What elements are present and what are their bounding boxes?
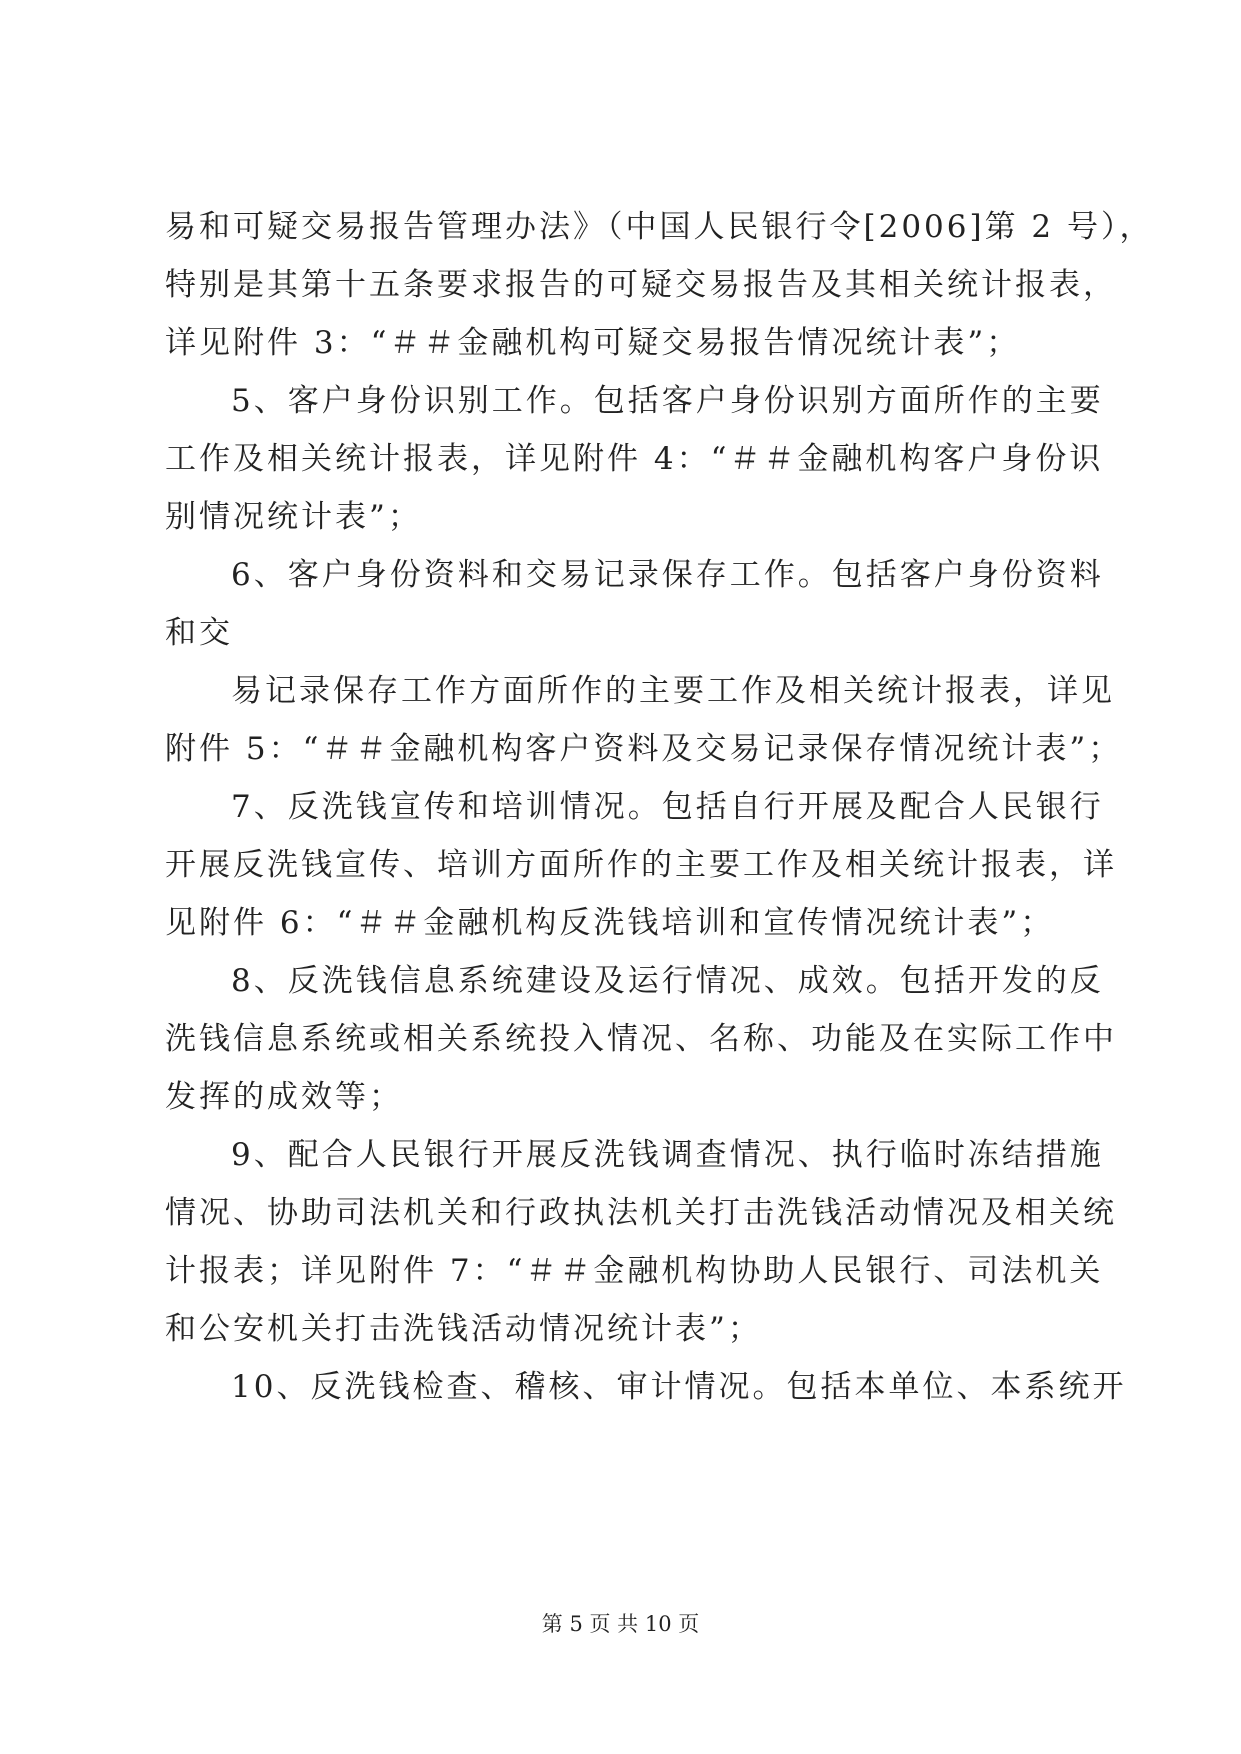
body-text-line: 和交 — [165, 615, 233, 651]
body-text-line: 详见附件 3：“＃＃金融机构可疑交易报告情况统计表”； — [165, 325, 1021, 361]
body-text-line: 情况、协助司法机关和行政执法机关打击洗钱活动情况及相关统 — [165, 1195, 1117, 1231]
body-text-line: 7、反洗钱宣传和培训情况。包括自行开展及配合人民银行 — [231, 789, 1104, 825]
body-text-line: 10、反洗钱检查、稽核、审计情况。包括本单位、本系统开 — [231, 1369, 1127, 1405]
body-text-line: 易记录保存工作方面所作的主要工作及相关统计报表，详见 — [231, 673, 1115, 709]
body-text-line: 9、配合人民银行开展反洗钱调查情况、执行临时冻结措施 — [231, 1137, 1104, 1173]
body-text-line: 附件 5：“＃＃金融机构客户资料及交易记录保存情况统计表”； — [165, 731, 1123, 767]
body-text-line: 洗钱信息系统或相关系统投入情况、名称、功能及在实际工作中 — [165, 1021, 1117, 1057]
body-text-line: 计报表；详见附件 7：“＃＃金融机构协助人民银行、司法机关 — [165, 1253, 1104, 1289]
body-text-line: 发挥的成效等； — [165, 1079, 403, 1115]
body-text-line: 特别是其第十五条要求报告的可疑交易报告及其相关统计报表， — [165, 267, 1117, 303]
body-text-line: 6、客户身份资料和交易记录保存工作。包括客户身份资料 — [231, 557, 1104, 593]
body-text-line: 工作及相关统计报表，详见附件 4：“＃＃金融机构客户身份识 — [165, 441, 1104, 477]
page-number-footer: 第 5 页 共 10 页 — [541, 1612, 700, 1636]
body-text-line: 8、反洗钱信息系统建设及运行情况、成效。包括开发的反 — [231, 963, 1104, 999]
body-text-line: 别情况统计表”； — [165, 499, 422, 535]
body-text-line: 和公安机关打击洗钱活动情况统计表”； — [165, 1311, 762, 1347]
document-body — [165, 198, 1154, 1416]
body-text-line: 见附件 6：“＃＃金融机构反洗钱培训和宣传情况统计表”； — [165, 905, 1055, 941]
body-text-line: 易和可疑交易报告管理办法》（中国人民银行令[2006]第 2 号）， — [165, 209, 1154, 245]
body-text-line: 开展反洗钱宣传、培训方面所作的主要工作及相关统计报表，详 — [165, 847, 1117, 883]
body-text-line: 5、客户身份识别工作。包括客户身份识别方面所作的主要 — [231, 383, 1104, 419]
